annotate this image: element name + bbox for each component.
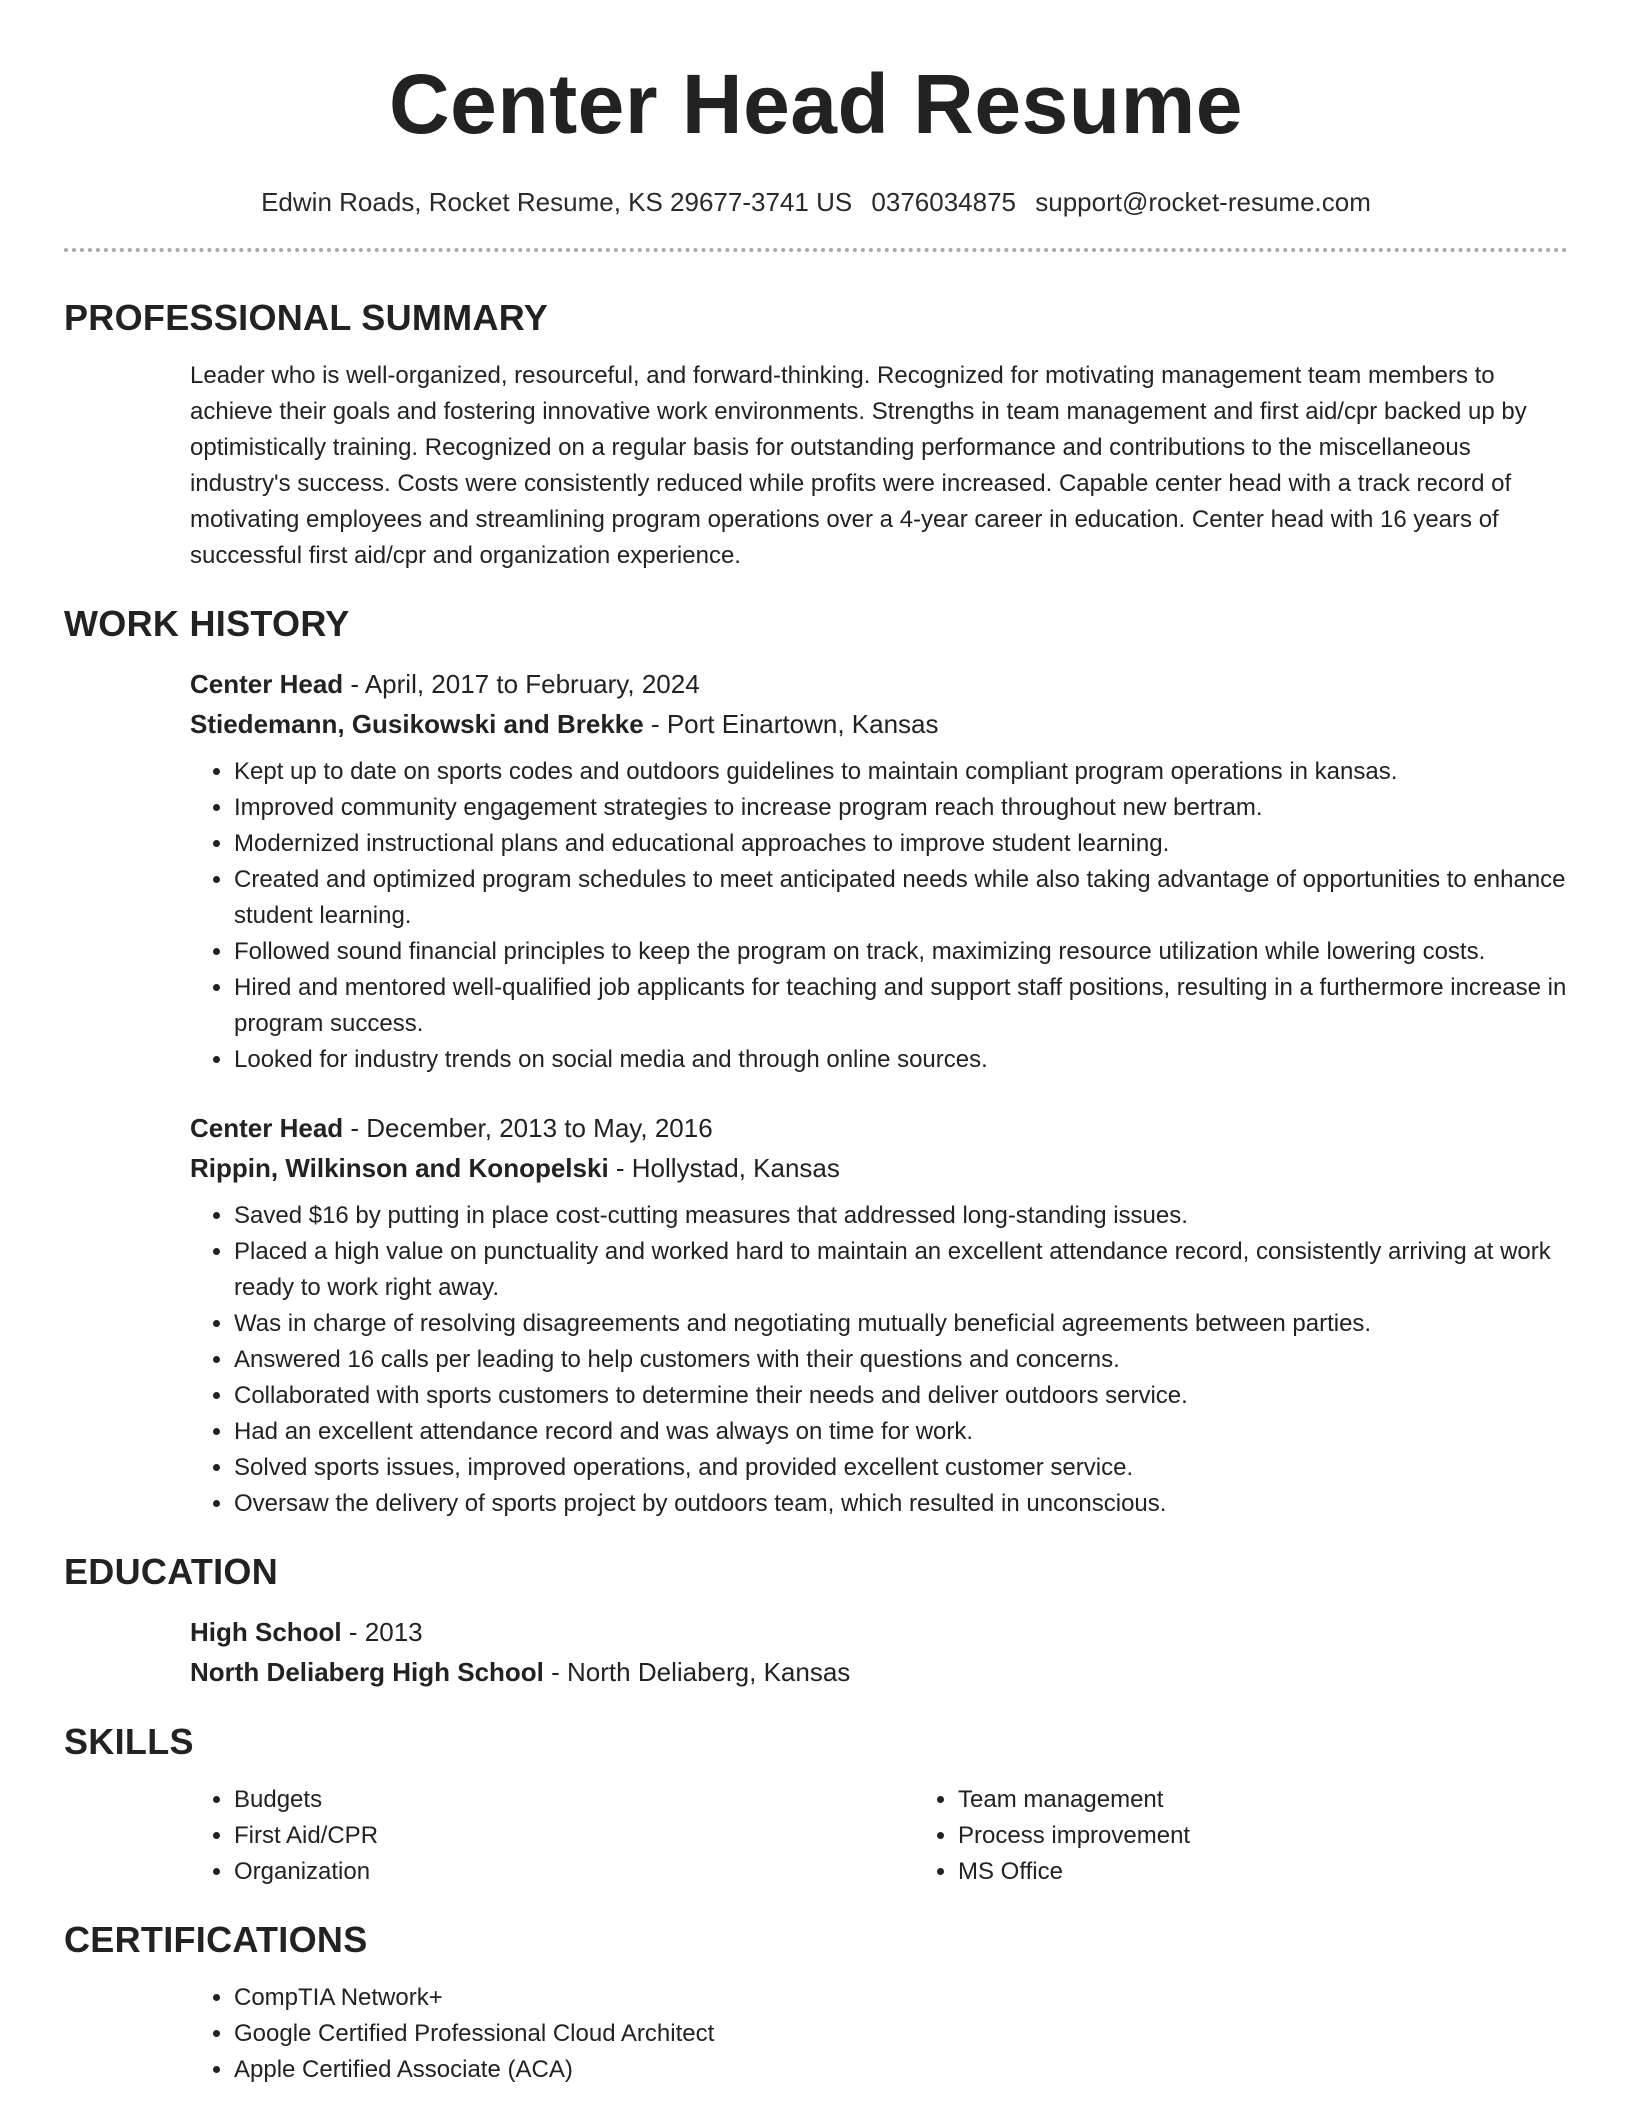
certifications-heading: CERTIFICATIONS (64, 1919, 368, 1960)
job-role-line (190, 664, 1568, 704)
contact-line (64, 186, 1568, 218)
contact-phone: 0376034875 (871, 187, 1017, 217)
skill-item: • Team management (958, 1782, 1632, 1818)
job-bullet: • Created and optimized program schedules to meet anticipated needs while also taking advantage of opportunities to enhance student learning. (234, 862, 1568, 934)
job-company: Rippin, Wilkinson and Konopelski (190, 1153, 609, 1183)
job-bullet: • Kept up to date on sports codes and outdoors guidelines to maintain compliant program operations in kansas. (234, 754, 1568, 790)
skills-list-right (914, 1782, 1632, 1890)
job-bullet: • Hired and mentored well-qualified job applicants for teaching and support staff positions, resulting in a furthermore increase in program success. (234, 970, 1568, 1042)
job-bullet: • Modernized instructional plans and educational approaches to improve student learning. (234, 826, 1568, 862)
skill-item: • Organization (234, 1854, 914, 1890)
job-bullet: • Answered 16 calls per leading to help customers with their questions and concerns. (234, 1342, 1568, 1378)
skills-list-left (190, 1782, 914, 1890)
job-bullet-list (190, 754, 1568, 1078)
work-history-heading: WORK HISTORY (64, 603, 350, 644)
skills-columns (64, 1782, 1568, 1890)
header-divider (64, 248, 1568, 252)
skill-item: • Budgets (234, 1782, 914, 1818)
skills-heading: SKILLS (64, 1721, 194, 1762)
job-entry (190, 664, 1568, 1078)
work-history-section (64, 604, 1568, 1522)
job-location: - Port Einartown, Kansas (643, 709, 939, 739)
certification-item: • Apple Certified Associate (ACA) (234, 2052, 1568, 2088)
certification-item: • CompTIA Network+ (234, 1980, 1568, 2016)
job-bullet: • Collaborated with sports customers to determine their needs and deliver outdoors service. (234, 1378, 1568, 1414)
summary-heading: PROFESSIONAL SUMMARY (64, 297, 549, 338)
skill-item: • MS Office (958, 1854, 1632, 1890)
summary-section (64, 298, 1568, 574)
education-school: North Deliaberg High School (190, 1657, 544, 1687)
job-bullet-list (190, 1198, 1568, 1522)
job-bullet: • Was in charge of resolving disagreements and negotiating mutually beneficial agreements between parties. (234, 1306, 1568, 1342)
job-bullet: • Looked for industry trends on social media and through online sources. (234, 1042, 1568, 1078)
job-bullet: • Saved $16 by putting in place cost-cutting measures that addressed long-standing issues. (234, 1198, 1568, 1234)
education-year: - 2013 (341, 1617, 423, 1647)
job-company-line (190, 1148, 1568, 1188)
job-bullet: • Followed sound financial principles to keep the program on track, maximizing resource utilization while lowering costs. (234, 934, 1568, 970)
job-role-line (190, 1108, 1568, 1148)
job-bullet: • Improved community engagement strategies to increase program reach throughout new bertram. (234, 790, 1568, 826)
education-section (64, 1552, 1568, 1692)
certifications-list (190, 1980, 1568, 2088)
job-bullet: • Solved sports issues, improved operations, and provided excellent customer service. (234, 1450, 1568, 1486)
job-bullet: • Oversaw the delivery of sports project by outdoors team, which resulted in unconscious. (234, 1486, 1568, 1522)
job-entry (190, 1108, 1568, 1522)
job-bullet: • Had an excellent attendance record and was always on time for work. (234, 1414, 1568, 1450)
job-company-line (190, 704, 1568, 744)
summary-text: Leader who is well-organized, resourceful, and forward-thinking. Recognized for motivating management team members to achieve their goals and fostering innovative work environments. Strengths in team management and first aid/cpr backed up by optimistically training. Recognized on a regular basis for outstanding performance and contributions to the miscellaneous industry's success. Costs were consistently reduced while profits were increased. Capable center head with a track record of motivating employees and streamlining program operations over a 4-year career in education. Center head with 16 years of successful first aid/cpr and organization experience. (190, 362, 1527, 569)
job-location: - Hollystad, Kansas (608, 1153, 840, 1183)
skill-item: • Process improvement (958, 1818, 1632, 1854)
education-degree: High School (190, 1617, 342, 1647)
job-bullet: • Placed a high value on punctuality and worked hard to maintain an excellent attendance record, consistently arriving at work ready to work right away. (234, 1234, 1568, 1306)
skill-item: • First Aid/CPR (234, 1818, 914, 1854)
job-role: Center Head (190, 669, 344, 699)
education-heading: EDUCATION (64, 1551, 279, 1592)
job-dates: - December, 2013 to May, 2016 (343, 1113, 713, 1143)
skills-section (64, 1722, 1568, 1890)
job-company: Stiedemann, Gusikowski and Brekke (190, 709, 644, 739)
certifications-section (64, 1920, 1568, 2088)
certification-item: • Google Certified Professional Cloud Architect (234, 2016, 1568, 2052)
contact-address: Edwin Roads, Rocket Resume, KS 29677-3741 US (261, 187, 853, 217)
education-degree-line (190, 1612, 1568, 1652)
education-school-line (190, 1652, 1568, 1692)
page-title: Center Head Resume (389, 57, 1243, 151)
job-role: Center Head (190, 1113, 344, 1143)
resume-header (64, 0, 1568, 252)
contact-email[interactable]: support@rocket-resume.com (1035, 187, 1371, 217)
job-dates: - April, 2017 to February, 2024 (343, 669, 700, 699)
education-location: - North Deliaberg, Kansas (543, 1657, 851, 1687)
